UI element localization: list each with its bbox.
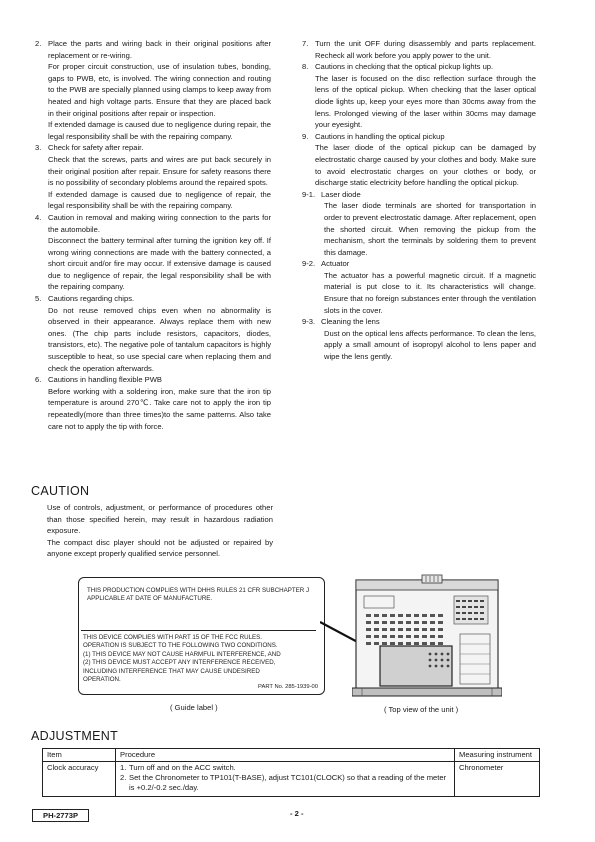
guide-label <box>78 577 325 695</box>
header-instrument: Measuring instrument <box>455 749 540 762</box>
item-paragraph: Do not reuse removed chips even when no abnormality is observed in their appearance. Always replace them with new ones. (The chip parts include resistors, capacitors, diodes, transistors, etc). The negative pole of tantalum capacitors is highly susceptible to heat, so use special care when replacing them and check the operation afterwards. <box>48 305 271 373</box>
item-paragraph: Disconnect the battery terminal after turning the ignition key off. If wrong wiring connections are made with the battery connected, a short circuit and/or fire may occur. If extensive damage is caused due to negligence of repair, the legal responsibility shall be with the repairing company. <box>48 236 271 292</box>
item-paragraph: The laser diode of the optical pickup can be damaged by electrostatic charge caused by your clothes and body. Make sure to avoid electrostatic charges on your clothes or body, or discharge static electricity before handling the optical pickup. <box>315 143 536 188</box>
fcc-line: (2) THIS DEVICE MUST ACCEPT ANY INTERFERENCE RECEIVED, <box>83 659 276 667</box>
fcc-line: INCLUDING INTERFERENCE THAT MAY CAUSE UNDESIRED <box>83 667 260 675</box>
fcc-line: OPERATION IS SUBJECT TO THE FOLLOWING TWO CONDITIONS. <box>83 642 278 650</box>
item-3: 3. Check for safety after repair. Check that the screws, parts and wires are put back securely in their original position after repair. Ensure for safety reasons there is no possibility of secondary ploblems around the repaired spots. If extended damage is caused due to negligence of repair, the legal responsibility shall be with the repairing company. <box>35 143 271 211</box>
item-paragraph: The laser diode terminals are shorted for transportation in order to prevent electrostatic damage. After replacement, open the shorted circuit. When removing the pickup from the mechanism, short the terminals by soldering them to prevent this damage. <box>324 201 536 257</box>
item-2: 2. Place the parts and wiring back in their original positions after replacement or re-wiring. For proper circuit construction, use of insulation tubes, bonding, gaps to PWB, etc, is involved. The wiring connection and routing to the PWB are specially planned using clamps to keep away from heated and high voltage parts. Ensure that they are placed back in their original positions after repair or inspection. If extended damage is caused due to negligence during repair, the legal responsibility shall be with the repairing company. <box>35 39 271 141</box>
adjustment-table <box>42 748 540 797</box>
table-row <box>43 762 540 797</box>
fcc-line: OPERATION. <box>83 676 121 684</box>
item-4: 4. Caution in removal and making wiring connection to the parts for the automobile. Disconnect the battery terminal after turning the ignition key off. If wrong wiring connections are made with the battery connected, a short circuit and/or fire may occur. If extensive damage is caused due to negligence of repair, the legal responsibility shall be with the repairing company. <box>35 212 271 292</box>
header-procedure: Procedure <box>116 749 455 762</box>
item-paragraph: Check that the screws, parts and wires are put back securely in their original position after repair. Ensure for safety reasons there is no possibility of secondary ploblems around the repaired spots. <box>48 154 271 188</box>
item-title: Cautions in checking that the optical pickup lights up. <box>315 62 494 72</box>
caution-paragraph: The compact disc player should not be adjusted or repaired by anyone except properly qualified service personnel. <box>47 537 273 559</box>
item-6: 6. Cautions in handling flexible PWB Before working with a soldering iron, make sure that the iron tip temperature is around 270℃. Take care not to apply the iron tip repeatedly(more than three times)to the same patterns. Also take care not to apply the tip with force. <box>35 375 271 431</box>
item-8: 8. Cautions in checking that the optical pickup lights up. The laser is focused on the disc reflection surface through the lens of the optical pickup. When checking that the laser optical diode lights up, keep your eyes more than 30cms away from the lens. Prolonged viewing of the laser within 30cms may damage your eyesight. <box>302 62 536 130</box>
item-paragraph: The actuator has a powerful magnetic circuit. If a magnetic material is put close to it. Its characteristics will change. Ensure that no foreign substances enter through the ventilation slots in the cover. <box>324 270 536 315</box>
fcc-line: THIS DEVICE COMPLIES WITH PART 15 OF THE FCC RULES. <box>83 634 263 641</box>
item-9: 9. Cautions in handling the optical pickup The laser diode of the optical pickup can be damaged by electrostatic charge caused by your clothes and body. Make sure to avoid electrostatic charges on your clothes or body, or discharge static electricity before handling the optical pickup. <box>302 131 536 188</box>
item-title: Cautions in handling flexible PWB <box>48 375 162 385</box>
header-item: Item <box>43 749 116 762</box>
caution-heading: CAUTION <box>31 484 90 498</box>
left-column <box>35 38 271 432</box>
dhhs-statement: THIS PRODUCTION COMPLIES WITH DHHS RULES 21 CFR SUBCHAPTER J APPLICABLE AT DATE OF MANUFACTURE. <box>87 587 310 603</box>
top-view-caption: ( Top view of the unit ) <box>384 705 459 714</box>
page-number: - 2 - <box>290 809 304 818</box>
item-title: Cautions in handling the optical pickup <box>315 131 445 141</box>
procedure-step: 1. Turn off and on the ACC switch. <box>120 763 236 772</box>
part-number: PART No. 285-1939-00 <box>258 683 318 690</box>
item-title: Laser diode <box>321 189 361 199</box>
item-paragraph: Before working with a soldering iron, make sure that the iron tip temperature is around 270℃. Take care not to apply the iron tip repeatedly(more than three times)to the same patterns. Also take care not to apply the tip with force. <box>48 386 271 431</box>
guide-label-caption: ( Guide label ) <box>170 703 218 712</box>
right-column <box>302 38 536 363</box>
caution-body <box>47 502 273 560</box>
item-paragraph: The laser is focused on the disc reflection surface through the lens of the optical pickup. When checking that the laser optical diode lights up, keep your eyes more than 30cms away from the lens. Prolonged viewing of the laser within 30cms may damage your eyesight. <box>315 73 536 130</box>
item-paragraph: For proper circuit construction, use of insulation tubes, bonding, gaps to PWB, etc, is involved. The wiring connection and routing to the PWB are specially planned using clamps to keep away from heated and high voltage parts. Ensure that they are placed back in their original positions after repair or inspection. <box>48 62 271 118</box>
cell-item: Clock accuracy <box>43 762 116 797</box>
table-header-row <box>43 749 540 762</box>
caution-paragraph: Use of controls, adjustment, or performance of procedures other than those specified herein, may result in hazardous radiation exposure. <box>47 503 273 536</box>
item-9-1: 9-1. Laser diode The laser diode terminals are shorted for transportation in order to prevent electrostatic damage. After replacement, open the shorted circuit. When removing the pickup from the mechanism, short the terminals by soldering them to prevent this damage. <box>302 189 536 257</box>
item-7: 7. Turn the unit OFF during disassembly and parts replacement. Recheck all work before you apply power to the unit. <box>302 39 536 60</box>
unit-top-view-illustration <box>352 574 502 698</box>
item-title: Turn the unit OFF during disassembly and parts replacement. Recheck all work before you apply power to the unit. <box>315 39 536 60</box>
cell-instrument: Chronometer <box>455 762 540 797</box>
item-title: Cleaning the lens <box>321 317 380 327</box>
model-number: PH-2773P <box>32 809 89 822</box>
item-title: Place the parts and wiring back in their original positions after replacement or re-wiring. <box>48 39 271 60</box>
label-divider <box>81 630 316 631</box>
fcc-statement <box>83 634 321 684</box>
item-title: Cautions regarding chips. <box>48 294 135 304</box>
item-5: 5. Cautions regarding chips. Do not reuse removed chips even when no abnormality is observed in their appearance. Always replace them with new ones. (The chip parts include resistors, capacitors, diodes, transistors, etc). The negative pole of tantalum capacitors is highly susceptible to heat, so use special care when replacing them and check the operation afterwards. <box>35 294 271 373</box>
fcc-line: (1) THIS DEVICE MAY NOT CAUSE HARMFUL INTERFERENCE, AND <box>83 650 281 658</box>
item-9-2: 9-2. Actuator The actuator has a powerful magnetic circuit. If a magnetic material is put close to it. Its characteristics will change. Ensure that no foreign substances enter through the ventilation slots in the cover. <box>302 259 536 315</box>
cell-procedure <box>116 762 455 797</box>
item-9-3: 9-3. Cleaning the lens Dust on the optical lens affects performance. To clean the lens, apply a small amount of isopropyl alcohol to lens paper and wipe the lens gently. <box>302 317 536 362</box>
adjustment-heading: ADJUSTMENT <box>31 729 119 743</box>
item-title: Actuator <box>321 259 350 269</box>
item-title: Check for safety after repair. <box>48 143 144 153</box>
procedure-step: 2. Set the Chronometer to TP101(T-BASE), adjust TC101(CLOCK) so that a reading of the meter is +0.2/-0.2 sec./day. <box>120 773 447 792</box>
item-title: Caution in removal and making wiring connection to the parts for the automobile. <box>48 212 271 234</box>
item-paragraph: If extended damage is caused due to negligence of repair, the legal responsibility shall be with the repairing company. <box>48 189 271 211</box>
item-paragraph: If extended damage is caused due to negligence during repair, the legal responsibility shall be with the repairing company. <box>48 120 271 141</box>
item-paragraph: Dust on the optical lens affects performance. To clean the lens, apply a small amount of isopropyl alcohol to lens paper and wipe the lens gently. <box>324 328 536 362</box>
